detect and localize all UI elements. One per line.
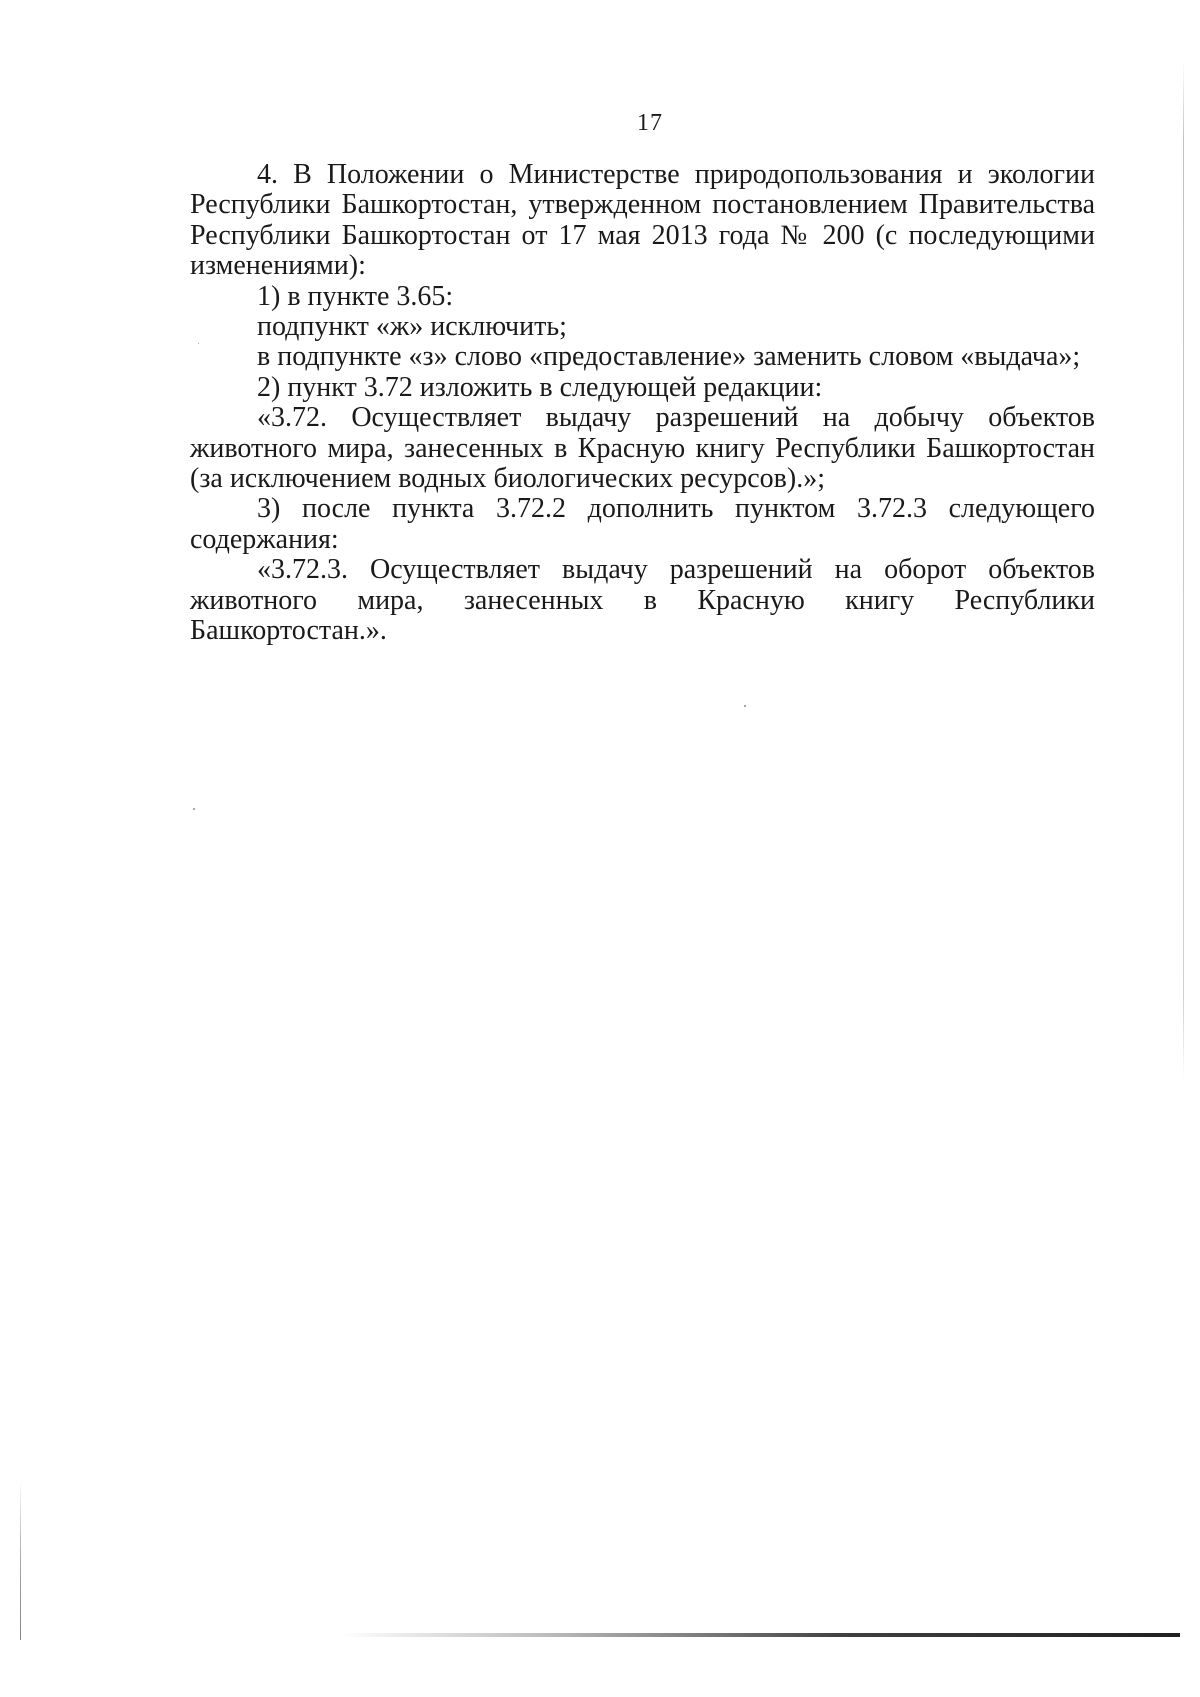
scan-edge-left [20, 1480, 21, 1640]
scan-speck [744, 705, 746, 707]
paragraph-item-1: 1) в пункте 3.65: [257, 280, 454, 312]
paragraph-subitem-zh: подпункт «ж» исключить; [257, 311, 567, 343]
page-number: 17 [637, 110, 663, 136]
scan-edge-right [1183, 60, 1184, 1080]
scan-speck [193, 808, 195, 810]
paragraph-clause-3-72-3: «3.72.3. Осуществляет выдачу разрешений на оборот объектов животного мира, занесенных в Красную книгу Республики Башкортостан.». [190, 554, 1095, 647]
paragraph-clause-3-72: «3.72. Осуществляет выдачу разрешений на добычу объектов животного мира, занесенных в Красную книгу Республики Башкортостан (за исключением водных биологических ресурсов).»; [190, 402, 1095, 495]
paragraph-item-3: 3) после пункта 3.72.2 дополнить пунктом 3.72.3 следующего содержания: [190, 493, 1095, 555]
scan-edge-bottom [340, 1633, 1180, 1637]
scan-speck [198, 343, 199, 344]
paragraph-intro: 4. В Положении о Министерстве природопользования и экологии Республики Башкортостан, утвержденном постановлением Правительства Республики Башкортостан от 17 мая 2013 года № 200 (с последующими изменениями): [190, 159, 1095, 282]
document-body [190, 160, 1095, 647]
paragraph-subitem-z: в подпункте «з» слово «предоставление» заменить словом «выдача»; [257, 341, 1081, 373]
paragraph-item-2: 2) пункт 3.72 изложить в следующей редакции: [257, 371, 823, 403]
